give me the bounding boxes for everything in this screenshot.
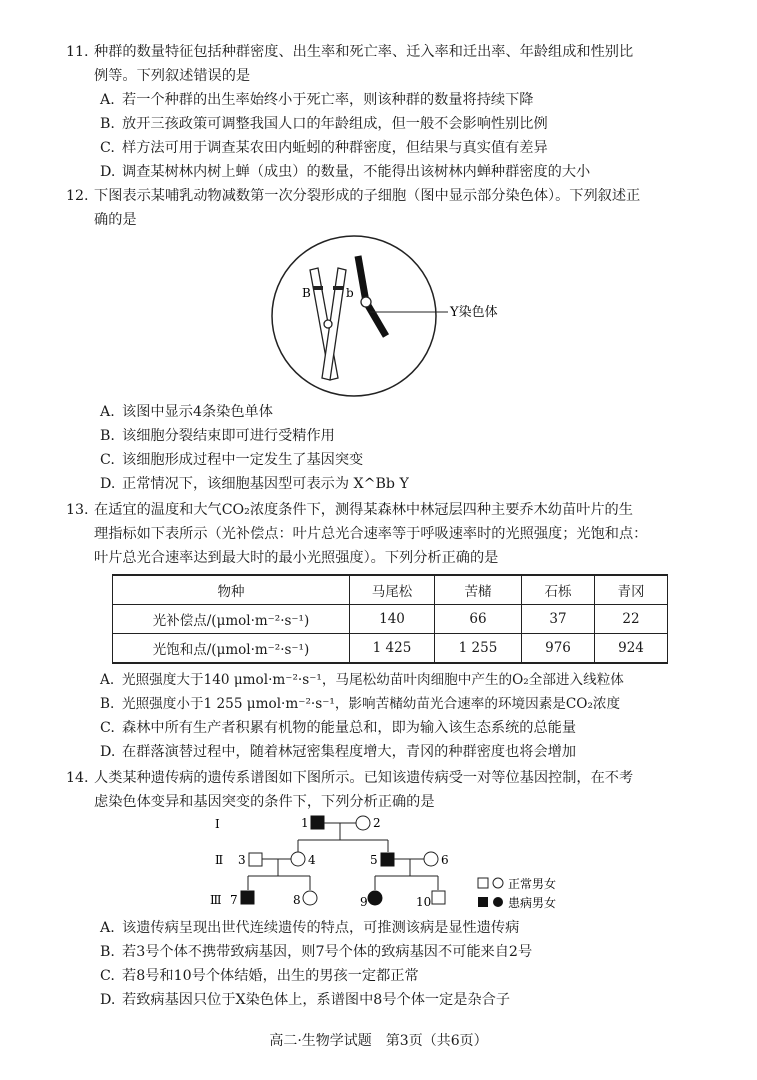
individual-10-normal-male [432,891,445,904]
table-header-row [113,575,668,605]
individual-id: 6 [441,853,449,867]
centromere-y [361,297,371,307]
table-row [113,634,668,664]
individual-id: 2 [373,816,381,830]
option-b: B. 放开三孩政策可调整我国人口的年龄组成，但一般不会影响性别比例 [100,116,548,132]
individual-3-normal-male [249,853,262,866]
table-cell: 37 [522,605,595,634]
label-gene-b: b [346,286,354,300]
option-d: D. 调查某树林内树上蝉（成虫）的数量，不能得出该树林内蝉种群密度的大小 [100,164,591,180]
table-cell: 140 [350,605,435,634]
question-stem-continued: 叶片总光合速率达到最大时的最小光照强度）。下列分析正确的是 [94,550,499,566]
individual-1-affected-male [311,816,324,829]
question-number: 11. [66,44,89,60]
individual-id: 8 [293,893,301,907]
table-cell: 光补偿点/(μmol·m⁻²·s⁻¹) [113,605,350,634]
legend-normal-label: 正常男女 [508,877,557,891]
option-a: A. 该图中显示4条染色单体 [100,404,273,420]
question-number: 14. [66,770,89,786]
question-stem: 人类某种遗传病的遗传系谱图如下图所示。已知该遗传病受一对等位基因控制，在不考 [94,770,634,786]
legend-normal-male-icon [478,878,488,888]
legend-affected-female-icon [493,897,503,907]
centromere-x [324,320,332,328]
gene-b-band-left [313,286,323,290]
individual-7-affected-male [241,891,254,904]
option-a: A. 若一个种群的出生率始终小于死亡率，则该种群的数量将持续下降 [100,92,534,108]
question-stem: 在适宜的温度和大气CO₂浓度条件下，测得某森林中林冠层四种主要乔木幼苗叶片的生 [94,502,633,518]
y-chromosome-arm2 [366,302,386,336]
question-stem-continued: 理指标如下表所示（光补偿点：叶片总光合速率等于呼吸速率时的光照强度；光饱和点： [94,526,648,542]
question-number: 13. [66,502,89,518]
gene-b-band-right [333,286,343,290]
table-header: 青冈 [595,575,668,605]
option-b: B. 该细胞分裂结束即可进行受精作用 [100,428,335,444]
table-cell: 1 255 [435,634,522,664]
page-footer: 高二·生物学试题 第3页（共6页） [269,1033,488,1049]
option-d: D. 正常情况下，该细胞基因型可表示为 X^Bb Y [100,476,409,492]
individual-8-normal-female [303,891,317,905]
table-cell: 976 [522,634,595,664]
option-c: C. 该细胞形成过程中一定发生了基因突变 [100,452,364,468]
generation-label: Ⅲ [210,893,222,907]
question-stem-continued: 例等。下列叙述错误的是 [94,68,251,84]
y-chromosome-arm1 [358,256,366,302]
individual-2-normal-female [356,816,370,830]
label-gene-B: B [302,286,311,300]
table-cell: 1 425 [350,634,435,664]
question-13 [66,498,746,570]
individual-id: 5 [370,853,378,867]
question-stem: 下图表示某哺乳动物减数第一次分裂形成的子细胞（图中显示部分染色体）。下列叙述正 [94,188,641,204]
cell-membrane [272,236,436,396]
individual-id: 1 [301,816,309,830]
option-b: B. 光照强度小于1 255 μmol·m⁻²·s⁻¹，影响苦槠幼苗光合速率的环境因素是CO₂浓度 [100,696,621,712]
question-12 [66,184,726,232]
individual-id: 4 [308,853,316,867]
table-header: 马尾松 [350,575,435,605]
option-d: D. 若致病基因只位于X染色体上，系谱图中8号个体一定是杂合子 [100,992,511,1008]
table-row [113,605,668,634]
table-header: 物种 [113,575,350,605]
individual-id: 7 [230,893,238,907]
question-14 [66,766,746,814]
question-11 [66,40,726,184]
table-header: 石栎 [522,575,595,605]
option-b: B. 若3号个体不携带致病基因，则7号个体的致病基因不可能来自2号 [100,944,533,960]
table-cell: 光饱和点/(μmol·m⁻²·s⁻¹) [113,634,350,664]
option-c: C. 森林中所有生产者积累有机物的能量总和，即为输入该生态系统的总能量 [100,720,577,736]
individual-id: 9 [360,895,368,909]
table-header: 苦槠 [435,575,522,605]
option-d: D. 在群落演替过程中，随着林冠密集程度增大，青冈的种群密度也将会增加 [100,744,577,760]
option-c: C. 样方法可用于调查某农田内蚯蚓的种群密度，但结果与真实值有差异 [100,140,548,156]
table-cell: 66 [435,605,522,634]
question-number: 12. [66,188,89,204]
question-stem-continued: 虑染色体变异和基因突变的条件下，下列分析正确的是 [94,794,435,810]
question-12-options [66,400,726,496]
data-table [112,574,668,664]
legend-affected-male-icon [478,897,488,907]
individual-6-normal-female [424,852,438,866]
pedigree-chart [200,812,600,922]
individual-id: 10 [416,895,432,909]
individual-id: 3 [238,853,246,867]
legend-affected-label: 患病男女 [508,896,557,910]
individual-4-normal-female [291,852,305,866]
generation-label: Ⅱ [215,853,224,867]
individual-9-affected-female [368,891,382,905]
generation-label: Ⅰ [215,817,220,831]
option-c: C. 若8号和10号个体结婚，出生的男孩一定都正常 [100,968,419,984]
cell-figure [260,232,520,402]
question-stem: 种群的数量特征包括种群密度、出生率和死亡率、迁入率和迁出率、年龄组成和性别比 [94,44,634,60]
individual-5-affected-male [381,853,394,866]
table-cell: 924 [595,634,668,664]
table-cell: 22 [595,605,668,634]
question-14-options [66,916,746,1012]
legend-normal-female-icon [493,878,503,888]
option-a: A. 光照强度大于140 μmol·m⁻²·s⁻¹，马尾松幼苗叶肉细胞中产生的O₂全部进入线粒体 [100,672,624,688]
question-stem-continued: 确的是 [94,212,137,228]
option-a: A. 该遗传病呈现出世代连续遗传的特点，可推测该病是显性遗传病 [100,920,520,936]
question-13-options [66,668,746,764]
label-y-chromosome: Y染色体 [450,305,498,320]
